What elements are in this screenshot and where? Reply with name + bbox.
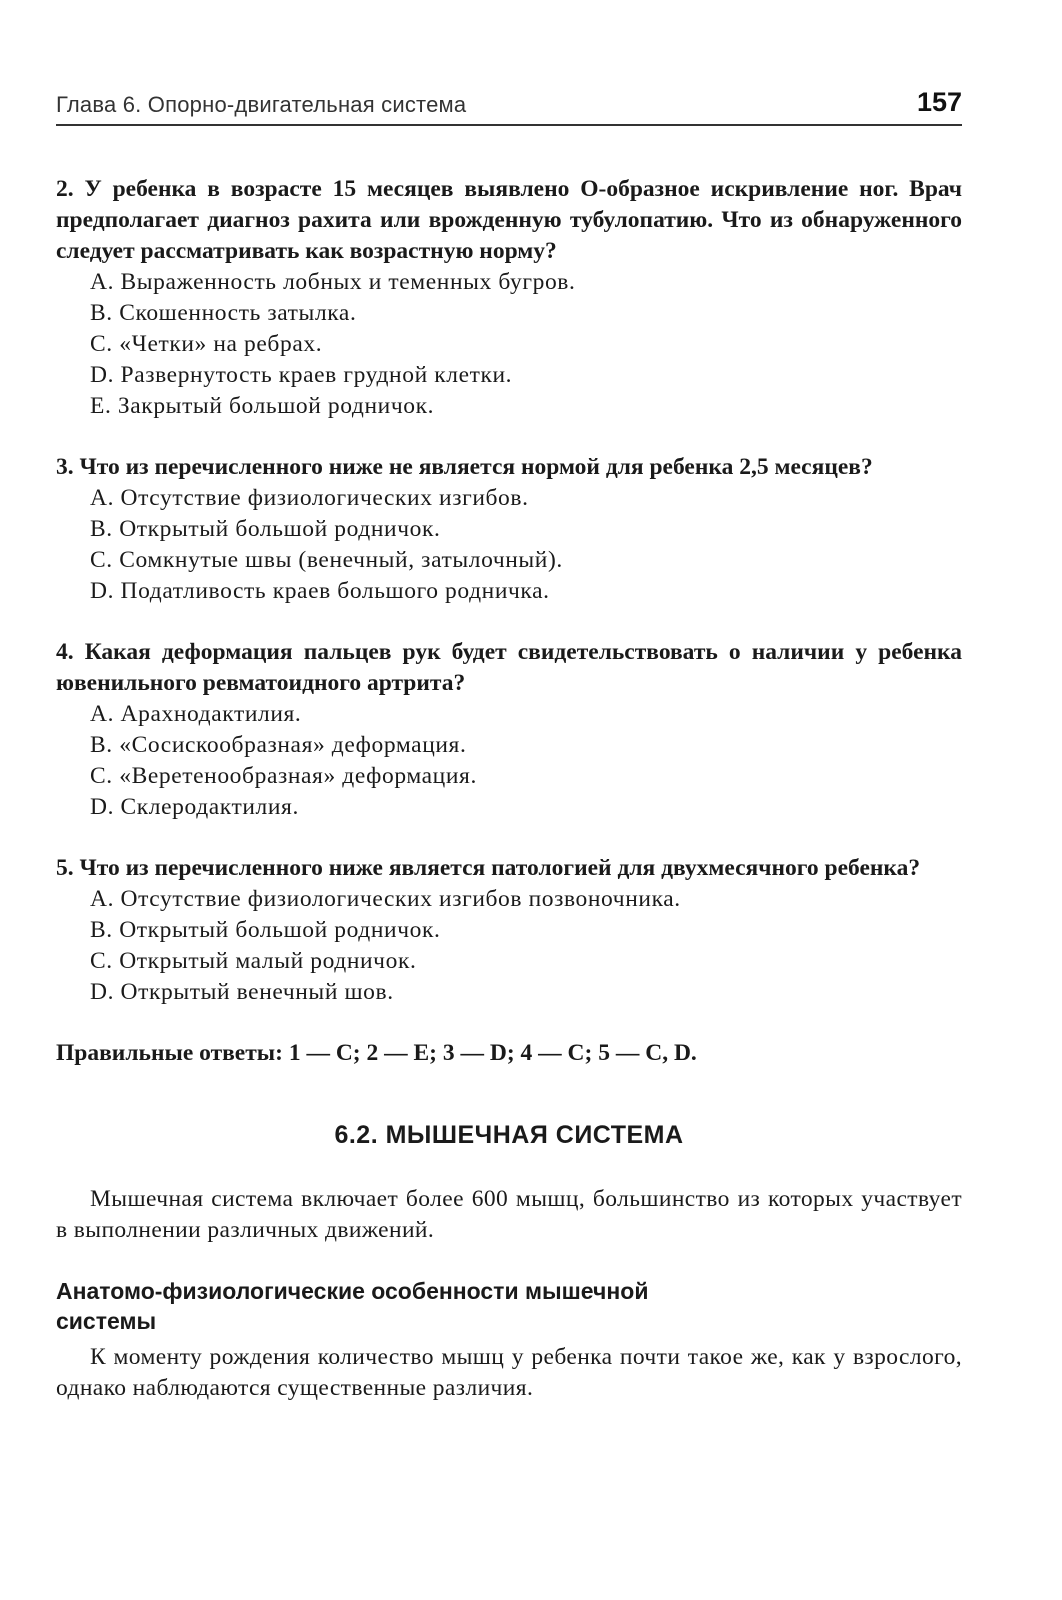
option-d: D. Склеродактилия. [90, 794, 299, 820]
option-b: B. «Сосискообразная» деформация. [90, 732, 467, 758]
question-5 [56, 853, 962, 1008]
option-list [56, 699, 962, 823]
option-list [56, 267, 962, 422]
option-b: B. Открытый большой родничок. [90, 516, 441, 542]
option-d: D. Податливость краев большого родничка. [90, 578, 550, 604]
option-e: E. Закрытый большой родничок. [90, 393, 435, 419]
option-c: C. «Четки» на ребрах. [90, 331, 323, 357]
question-2 [56, 174, 962, 422]
option-a: A. Отсутствие физиологических изгибов позвоночника. [90, 886, 681, 912]
running-header [56, 80, 962, 126]
question-text: 3. Что из перечисленного ниже не является нормой для ребенка 2,5 месяцев? [56, 454, 873, 480]
page-number: 157 [916, 87, 962, 117]
question-3 [56, 452, 962, 607]
subsection-paragraph: К моменту рождения количество мышц у ребенка почти такое же, как у взрослого, однако наблюдаются существенные различия. [56, 1344, 962, 1401]
book-page [56, 80, 962, 1404]
section-intro: Мышечная система включает более 600 мышц, большинство из которых участвует в выполнении различных движений. [56, 1186, 962, 1243]
option-a: A. Выраженность лобных и теменных бугров. [90, 269, 576, 295]
question-4 [56, 637, 962, 823]
option-a: A. Арахнодактилия. [90, 701, 302, 727]
option-d: D. Открытый венечный шов. [90, 979, 394, 1005]
option-b: B. Скошенность затылка. [90, 300, 357, 326]
option-b: B. Открытый большой родничок. [90, 917, 441, 943]
question-text: 5. Что из перечисленного ниже является патологией для двухмесячного ребенка? [56, 855, 921, 881]
option-a: A. Отсутствие физиологических изгибов. [90, 485, 529, 511]
correct-answers: Правильные ответы: 1 — C; 2 — E; 3 — D; 4 — C; 5 — C, D. [56, 1040, 697, 1066]
question-text: 2. У ребенка в возрасте 15 месяцев выявлено О-образное искривление ног. Врач предполагает диагноз рахита или врожденную тубулопатию. Что из обнаруженного следует рассматривать как возрастную норму? [56, 176, 962, 264]
subsection-heading: Анатомо-физиологические особенности мышечной системы [56, 1278, 649, 1334]
option-c: C. Открытый малый родничок. [90, 948, 417, 974]
option-d: D. Развернутость краев грудной клетки. [90, 362, 513, 388]
option-c: C. Сомкнутые швы (венечный, затылочный). [90, 547, 563, 573]
question-text: 4. Какая деформация пальцев рук будет свидетельствовать о наличии у ребенка ювенильного ревматоидного артрита? [56, 639, 962, 696]
option-list [56, 884, 962, 1008]
running-title: Глава 6. Опорно-двигательная система [56, 92, 467, 117]
option-c: C. «Веретенообразная» деформация. [90, 763, 477, 789]
option-list [56, 483, 962, 607]
section-heading: 6.2. МЫШЕЧНАЯ СИСТЕМА [334, 1121, 684, 1149]
